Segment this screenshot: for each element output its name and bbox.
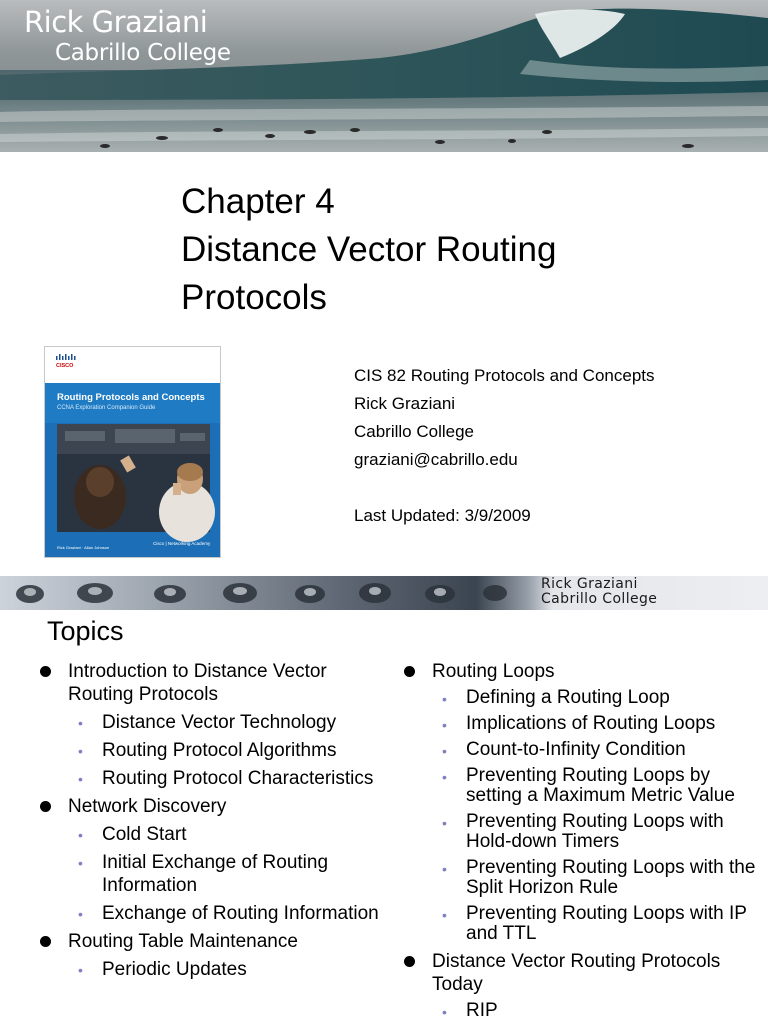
course-info bbox=[354, 362, 754, 530]
subtopic-item bbox=[34, 711, 384, 734]
subtopic-item bbox=[398, 812, 768, 852]
subtopic-item bbox=[34, 851, 384, 897]
last-updated: Last Updated: 3/9/2009 bbox=[354, 506, 531, 525]
book-title: Routing Protocols and Concepts bbox=[57, 392, 205, 403]
subtopic-item bbox=[398, 740, 768, 760]
banner-author-name: Rick Graziani bbox=[24, 5, 208, 39]
book-publisher: Cisco | Networking Academy bbox=[153, 541, 211, 546]
subtopic-item bbox=[398, 688, 768, 708]
author-name: Rick Graziani bbox=[354, 394, 456, 413]
sub-bullet-icon: • bbox=[442, 743, 447, 759]
title-line: Chapter 4 bbox=[181, 182, 335, 221]
book-cover-art bbox=[45, 347, 220, 557]
sub-bullet-icon: • bbox=[442, 769, 447, 785]
topic-text: Routing Protocol Algorithms bbox=[102, 740, 337, 761]
sub-bullet-icon: • bbox=[78, 771, 83, 787]
banner-author-name: Rick Graziani bbox=[541, 576, 638, 592]
topic-text: Distance Vector Technology bbox=[102, 712, 337, 733]
equipment-banner bbox=[0, 576, 768, 610]
topic-text: Preventing Routing Loops with Hold-down Timers bbox=[466, 811, 724, 852]
sub-bullet-icon: • bbox=[78, 962, 83, 978]
book-subtitle: CCNA Exploration Companion Guide bbox=[57, 405, 156, 411]
topics-left-column bbox=[34, 660, 384, 986]
sub-bullet-icon: • bbox=[442, 815, 447, 831]
topics-heading: Topics bbox=[47, 616, 124, 646]
slide-title bbox=[181, 178, 741, 322]
ocean-banner bbox=[0, 0, 768, 152]
title-line: Distance Vector Routing bbox=[181, 230, 557, 269]
sub-bullet-icon: • bbox=[78, 827, 83, 843]
book-cover-image bbox=[44, 346, 221, 558]
spacer bbox=[354, 474, 754, 502]
title-line: Protocols bbox=[181, 278, 327, 317]
topic-text: Distance Vector Routing Protocols Today bbox=[432, 951, 721, 995]
author-email: graziani@cabrillo.edu bbox=[354, 450, 518, 469]
topic-item bbox=[34, 930, 384, 953]
sub-bullet-icon: • bbox=[442, 717, 447, 733]
topics-slide bbox=[0, 572, 768, 1024]
sub-bullet-icon: • bbox=[442, 691, 447, 707]
subtopic-item bbox=[398, 904, 768, 944]
topic-text: Implications of Routing Loops bbox=[466, 713, 716, 734]
sub-bullet-icon: • bbox=[78, 743, 83, 759]
banner-college-name: Cabrillo College bbox=[55, 40, 231, 66]
topic-text: Defining a Routing Loop bbox=[466, 687, 670, 708]
topic-text: Periodic Updates bbox=[102, 959, 247, 980]
topic-text: RIP bbox=[466, 1000, 498, 1021]
subtopic-item bbox=[34, 739, 384, 762]
sub-bullet-icon: • bbox=[78, 906, 83, 922]
topic-item bbox=[34, 660, 384, 706]
subtopic-item bbox=[34, 767, 384, 790]
subtopic-item bbox=[398, 1001, 768, 1021]
sub-bullet-icon: • bbox=[78, 715, 83, 731]
bullet-icon bbox=[404, 956, 415, 967]
subtopic-item bbox=[398, 766, 768, 806]
topic-text: Preventing Routing Loops by setting a Maximum Metric Value bbox=[466, 765, 735, 806]
topic-item bbox=[34, 795, 384, 818]
subtopic-item bbox=[34, 958, 384, 981]
topic-text: Preventing Routing Loops with the Split Horizon Rule bbox=[466, 857, 756, 898]
sub-bullet-icon: • bbox=[442, 861, 447, 877]
topic-text: Introduction to Distance Vector Routing Protocols bbox=[68, 661, 327, 705]
bullet-icon bbox=[40, 801, 51, 812]
subtopic-item bbox=[34, 823, 384, 846]
topic-text: Count-to-Infinity Condition bbox=[466, 739, 686, 760]
sub-bullet-icon: • bbox=[442, 907, 447, 923]
bullet-icon bbox=[40, 666, 51, 677]
subtopic-item bbox=[398, 714, 768, 734]
topics-right-column bbox=[398, 660, 768, 1024]
bullet-icon bbox=[404, 666, 415, 677]
sub-bullet-icon: • bbox=[78, 855, 83, 871]
banner-college-name: Cabrillo College bbox=[541, 591, 658, 607]
topic-text: Preventing Routing Loops with IP and TTL bbox=[466, 903, 747, 944]
topic-text: Routing Table Maintenance bbox=[68, 931, 298, 952]
book-cisco-brand: CISCO bbox=[56, 363, 74, 369]
course-name: CIS 82 Routing Protocols and Concepts bbox=[354, 366, 655, 385]
topic-text: Initial Exchange of Routing Information bbox=[102, 852, 329, 896]
topic-text: Routing Loops bbox=[432, 661, 555, 682]
subtopic-item bbox=[398, 858, 768, 898]
topic-text: Network Discovery bbox=[68, 796, 227, 817]
bullet-icon bbox=[40, 936, 51, 947]
subtopic-item bbox=[34, 902, 384, 925]
sub-bullet-icon: • bbox=[442, 1004, 447, 1020]
topic-text: Routing Protocol Characteristics bbox=[102, 768, 374, 789]
book-authors: Rick Graziani · Allan Johnson bbox=[57, 545, 110, 550]
topic-text: Cold Start bbox=[102, 824, 187, 845]
college-name: Cabrillo College bbox=[354, 422, 475, 441]
topic-item bbox=[398, 950, 768, 996]
topic-item bbox=[398, 660, 768, 683]
topic-text: Exchange of Routing Information bbox=[102, 903, 379, 924]
